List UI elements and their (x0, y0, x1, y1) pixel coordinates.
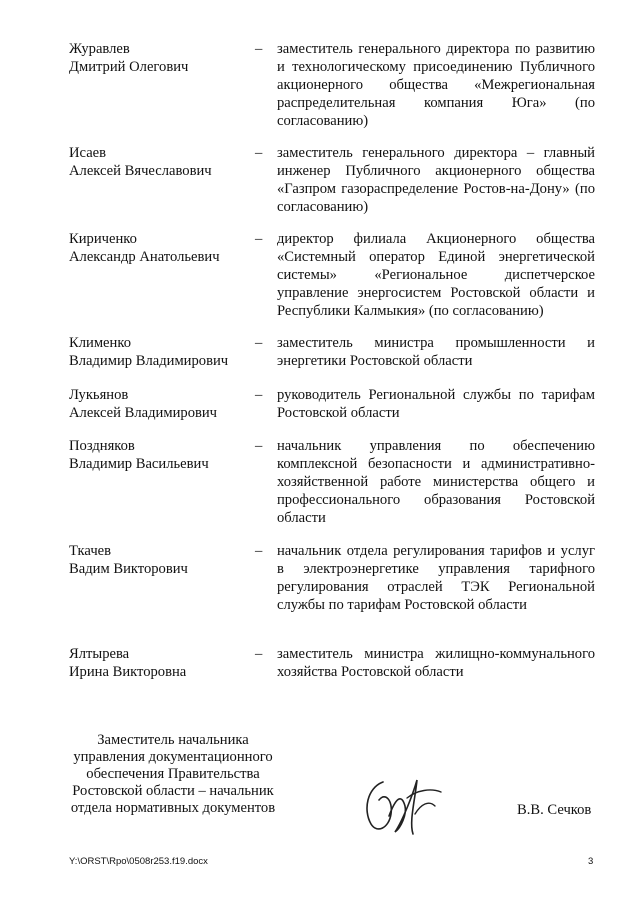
member-role: заместитель министра промышленности и энергетики Ростовской области (277, 335, 595, 369)
member-given-names: Дмитрий Олегович (69, 59, 189, 75)
dash: – (255, 438, 263, 454)
signatory-position-line: управления документационного (73, 749, 273, 765)
member-name (69, 230, 254, 266)
dash: – (255, 646, 263, 662)
signatory-position-line: обеспечения Правительства (86, 766, 260, 782)
dash: – (255, 335, 263, 351)
member-surname: Клименко (69, 335, 131, 351)
member-surname: Ялтырева (69, 646, 130, 662)
dash: – (255, 387, 263, 403)
member-surname: Исаев (69, 145, 107, 161)
dash: – (255, 231, 263, 247)
signatory-position (60, 732, 286, 817)
member-name (69, 334, 254, 370)
member-name (69, 386, 254, 422)
handwritten-signature (355, 770, 445, 840)
member-role: заместитель генерального директора по развитию и технологическому присоединению Публичного акционерного общества «Межрегиональная распределительная компания Юга» (по согласованию) (277, 41, 595, 129)
signatory-position-line: Ростовской области – начальник (72, 783, 274, 799)
member-surname: Лукьянов (69, 387, 129, 403)
member-name (69, 437, 254, 473)
member-given-names: Владимир Владимирович (69, 353, 229, 369)
member-role: руководитель Региональной службы по тарифам Ростовской области (277, 387, 595, 421)
member-name (69, 645, 254, 681)
member-role: начальник управления по обеспечению комплексной безопасности и административно-хозяйственной работе министерства общего и профессионального образования Ростовской области (277, 438, 595, 526)
member-name (69, 40, 254, 76)
member-given-names: Ирина Викторовна (69, 664, 187, 680)
signatory-position-line: отдела нормативных документов (70, 800, 276, 816)
signatory-name: В.В. Сечков (517, 802, 592, 818)
dash: – (255, 543, 263, 559)
member-role: заместитель министра жилищно-коммунального хозяйства Ростовской области (277, 646, 595, 680)
member-surname: Ткачев (69, 543, 112, 559)
member-name (69, 542, 254, 578)
member-name (69, 144, 254, 180)
page-number: 3 (588, 856, 594, 867)
signatory-position-line: Заместитель начальника (97, 732, 249, 748)
footer-file-path: Y:\ORST\Rpo\0508r253.f19.docx (69, 856, 208, 867)
member-given-names: Владимир Васильевич (69, 456, 209, 472)
member-given-names: Алексей Владимирович (69, 405, 218, 421)
member-role: заместитель генерального директора – главный инженер Публичного акционерного общества «Газпром газораспределение Ростов-на-Дону» (по согласованию) (277, 145, 595, 215)
member-surname: Кириченко (69, 231, 137, 247)
member-surname: Журавлев (69, 41, 130, 57)
dash: – (255, 145, 263, 161)
member-given-names: Александр Анатольевич (69, 249, 220, 265)
member-surname: Поздняков (69, 438, 135, 454)
member-role: директор филиала Акционерного общества «Системный оператор Единой энергетической системы» «Региональное диспетчерское управление энергосистем Ростовской области и Республики Калмыкия» (по согласованию) (277, 231, 595, 319)
member-role: начальник отдела регулирования тарифов и услуг в электроэнергетике управления тарифного регулирования отраслей ТЭК Региональной службы по тарифам Ростовской области (277, 543, 595, 613)
member-given-names: Вадим Викторович (69, 561, 188, 577)
dash: – (255, 41, 263, 57)
member-given-names: Алексей Вячеславович (69, 163, 212, 179)
